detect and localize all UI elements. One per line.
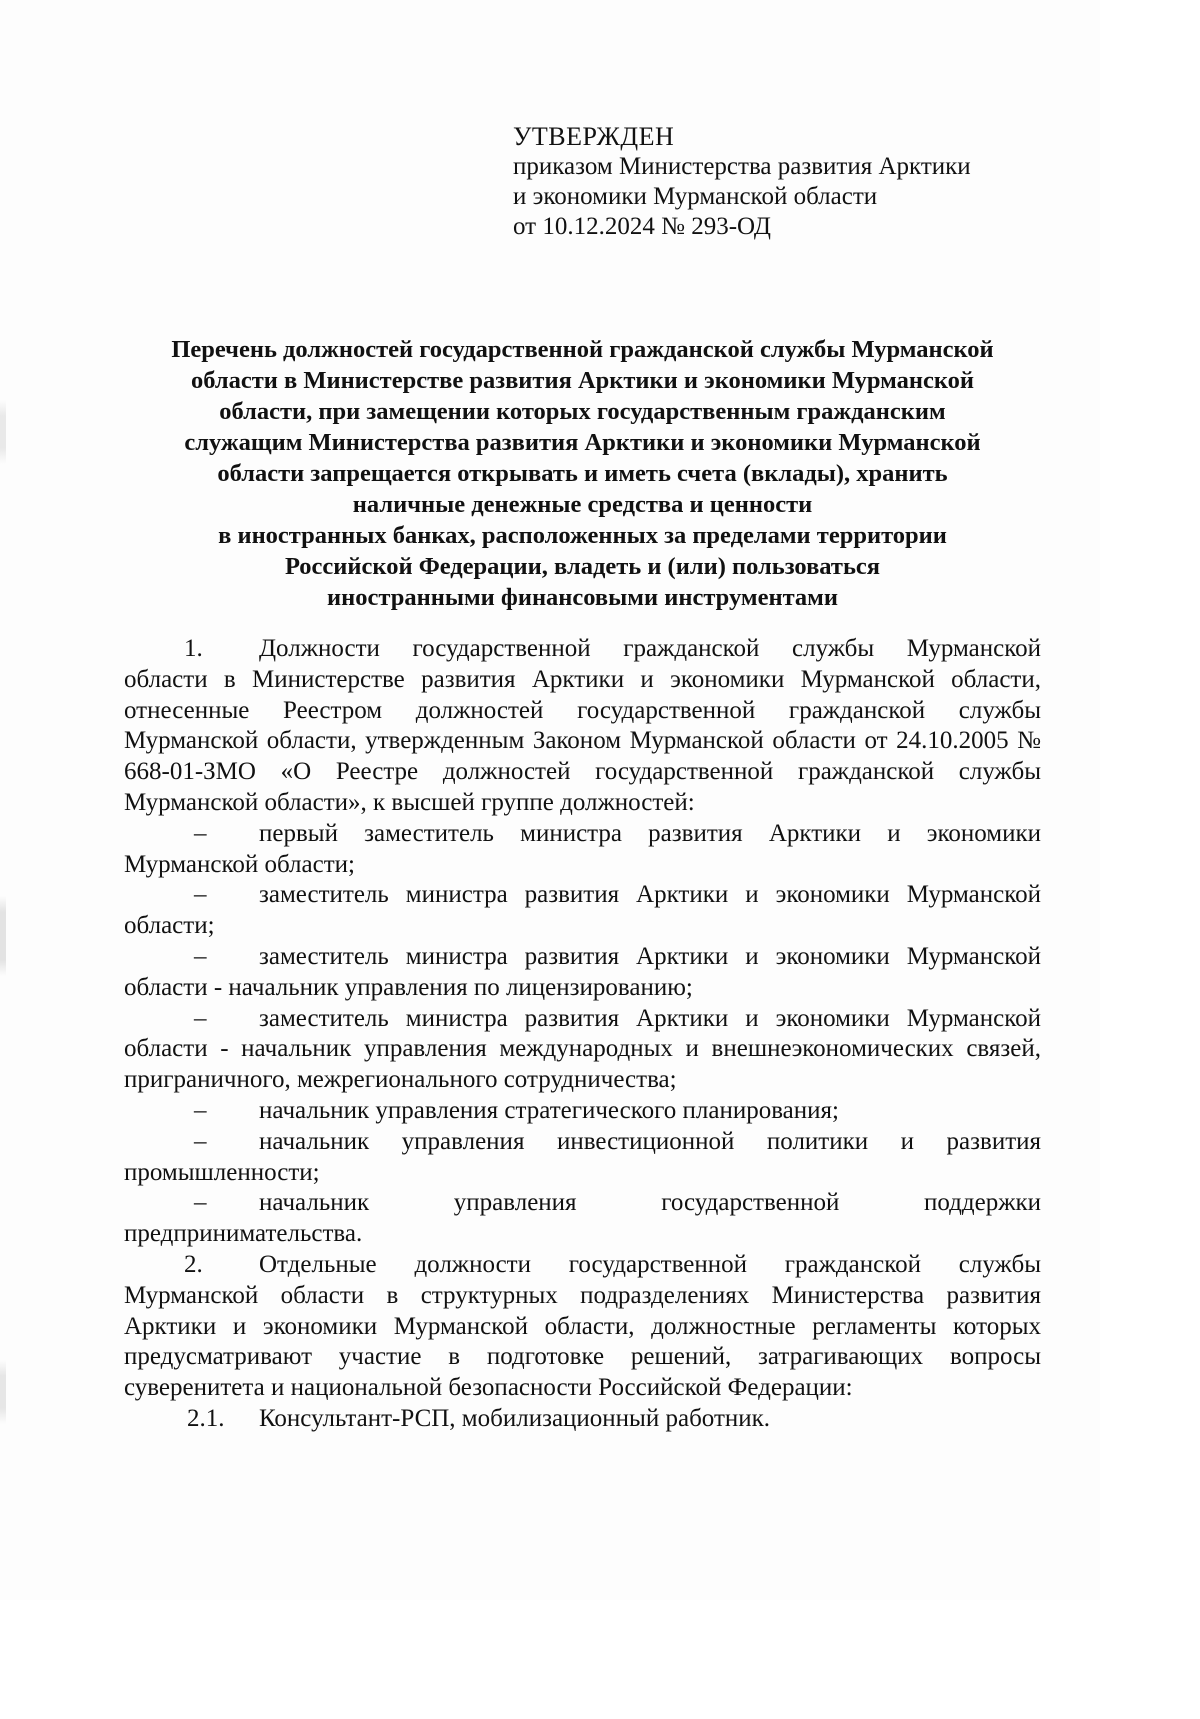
section-1-first-line [124,634,1041,665]
subsection-text: Консультант-РСП, мобилизационный работник. [259,1404,771,1432]
title-line: в иностранных банках, расположенных за пределами территории [218,522,947,549]
title-line: области в Министерстве развития Арктики и экономики Мурманской [190,367,975,394]
list-item-continuation: области; [124,912,215,940]
section-number: 1. [184,635,203,662]
dash-bullet: – [194,819,207,847]
list-item-continuation: области - начальник управления по лицензированию; [124,973,693,1001]
list-item-continuation: промышленности; [124,1158,320,1186]
scan-edge-artifact [0,0,6,1600]
section-2-first-line [124,1250,1041,1281]
section-text: Отдельные должности государственной гражданской службы [259,1250,1041,1278]
list-item [124,1096,1041,1127]
list-item [124,880,1041,911]
list-item-text: заместитель министра развития Арктики и экономики Мурманской [259,942,1041,970]
dash-bullet: – [194,1096,207,1124]
list-item-continuation: Мурманской области; [124,850,355,878]
title-line: Российской Федерации, владеть и (или) пользоваться [284,553,881,580]
dash-bullet: – [194,942,207,970]
list-item-continuation: области - начальник управления международных и внешнеэкономических связей, приграничного, межрегионального сотрудничества; [124,1035,1041,1094]
title-line: Перечень должностей государственной гражданской службы Мурманской [171,336,994,363]
subsection-2-1 [124,1404,1041,1435]
title-line: области запрещается открывать и иметь счета (вклады), хранить [217,460,948,487]
title-line: служащим Министерства развития Арктики и экономики Мурманской [184,429,981,456]
list-item-text: начальник управления государственной поддержки [259,1189,1041,1217]
list-item-text: заместитель министра развития Арктики и экономики Мурманской [259,1004,1041,1032]
dash-bullet: – [194,1189,207,1217]
section-number: 2. [184,1250,203,1278]
document-title [110,334,1055,613]
dash-bullet: – [194,1004,207,1032]
list-item-text: начальник управления стратегического планирования; [259,1096,839,1124]
approval-line-3: от 10.12.2024 № 293-ОД [513,213,771,240]
approval-line-2: и экономики Мурманской области [513,183,878,210]
dash-bullet: – [194,881,207,909]
list-item [124,819,1041,850]
title-line: иностранными финансовыми инструментами [327,584,838,611]
document-body [124,634,1041,1435]
list-item [124,1004,1041,1035]
list-item [124,1188,1041,1219]
approval-heading: УТВЕРЖДЕН [513,122,675,151]
list-item-continuation: предпринимательства. [124,1220,363,1248]
list-item [124,942,1041,973]
list-item [124,1127,1041,1158]
title-line: наличные денежные средства и ценности [352,491,813,518]
list-item-text: заместитель министра развития Арктики и экономики Мурманской [259,881,1041,909]
section-1-paragraph: области в Министерстве развития Арктики и экономики Мурманской области, отнесенные Реестром должностей государственной гражданской службы Мурманской области, утвержденным Законом Мурманской области от 24.10.2005 № 668-01-ЗМО «О Реестре должностей государственной гражданской службы Мурманской области», к высшей группе должностей: [124,665,1041,816]
dash-bullet: – [194,1127,207,1155]
list-item-text: первый заместитель министра развития Арктики и экономики [259,819,1041,847]
approval-stamp-block [513,122,971,242]
list-item-text: начальник управления инвестиционной политики и развития [259,1127,1041,1155]
subsection-number: 2.1. [187,1404,225,1432]
section-text: Должности государственной гражданской службы Мурманской [259,635,1041,662]
approval-line-1: приказом Министерства развития Арктики [513,153,971,180]
title-line: области, при замещении которых государственным гражданским [219,398,946,425]
section-2-paragraph: Мурманской области в структурных подразделениях Министерства развития Арктики и экономики Мурманской области, должностные регламенты которых предусматривают участие в подготовке решений, затрагивающих вопросы суверенитета и национальной безопасности Российской Федерации: [124,1281,1041,1402]
